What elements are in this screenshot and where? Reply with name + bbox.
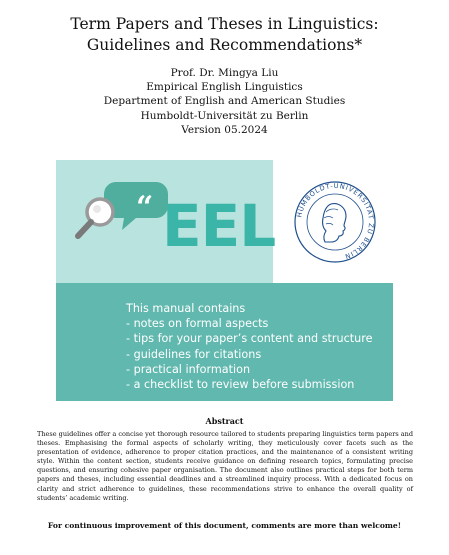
seal-text: HUMBOLDT-UNIVERSITÄT ZU BERLIN [295, 181, 376, 261]
document-title [0, 14, 449, 56]
cover-banner [56, 160, 393, 401]
eel-logo [162, 192, 276, 260]
author-unit: Empirical English Linguistics [146, 81, 303, 94]
author-block [0, 66, 449, 123]
manual-list [126, 316, 372, 392]
manual-item: - guidelines for citations [126, 347, 262, 361]
author-name: Prof. Dr. Mingya Liu [170, 67, 279, 79]
abstract-heading: Abstract [205, 416, 244, 426]
author-university: Humboldt-Universität zu Berlin [140, 109, 309, 122]
document-version: Version 05.2024 [181, 124, 268, 136]
quote-mark-icon: “ [136, 190, 154, 225]
eel-letter-e-2: E [200, 192, 240, 260]
title-line-1: Term Papers and Theses in Linguistics: [70, 15, 379, 33]
magnifier-icon [78, 199, 113, 236]
eel-letter-e-1: E [162, 192, 201, 260]
manual-heading: This manual contains [126, 302, 246, 315]
university-seal-icon [295, 182, 375, 262]
manual-contents [126, 301, 372, 392]
manual-item: - practical information [126, 362, 251, 376]
manual-item: - notes on formal aspects [126, 317, 269, 331]
title-line-2: Guidelines and Recommendations* [86, 36, 363, 54]
abstract-body: These guidelines offer a concise yet thorough resource tailored to students preparing linguistics term papers and theses. Emphasising the formal aspects of scholarly writing, they meticulously cover facets such as the presentation of evidence, adherence to proper citation practices, and the maintenance of a consistent writing style. Within the content section, students receive guidance on defining research topics, formulating precise questions, and ensuring cohesive paper organisation. The document also outlines practical steps for both term papers and theses, including essential deadlines and a streamlined inquiry process. With a dedicated focus on clarity and strict adherence to guidelines, these recommendations strive to enhance the overall quality of students’ academic writing. [37, 430, 413, 502]
eel-letter-l: L [239, 192, 276, 260]
manual-item: - tips for your paper’s content and structure [126, 332, 373, 346]
author-department: Department of English and American Studies [103, 95, 346, 108]
comments-note: For continuous improvement of this document, comments are more than welcome! [47, 521, 402, 530]
speech-bubble-icon [104, 182, 168, 230]
manual-item: - a checklist to review before submission [126, 378, 355, 392]
